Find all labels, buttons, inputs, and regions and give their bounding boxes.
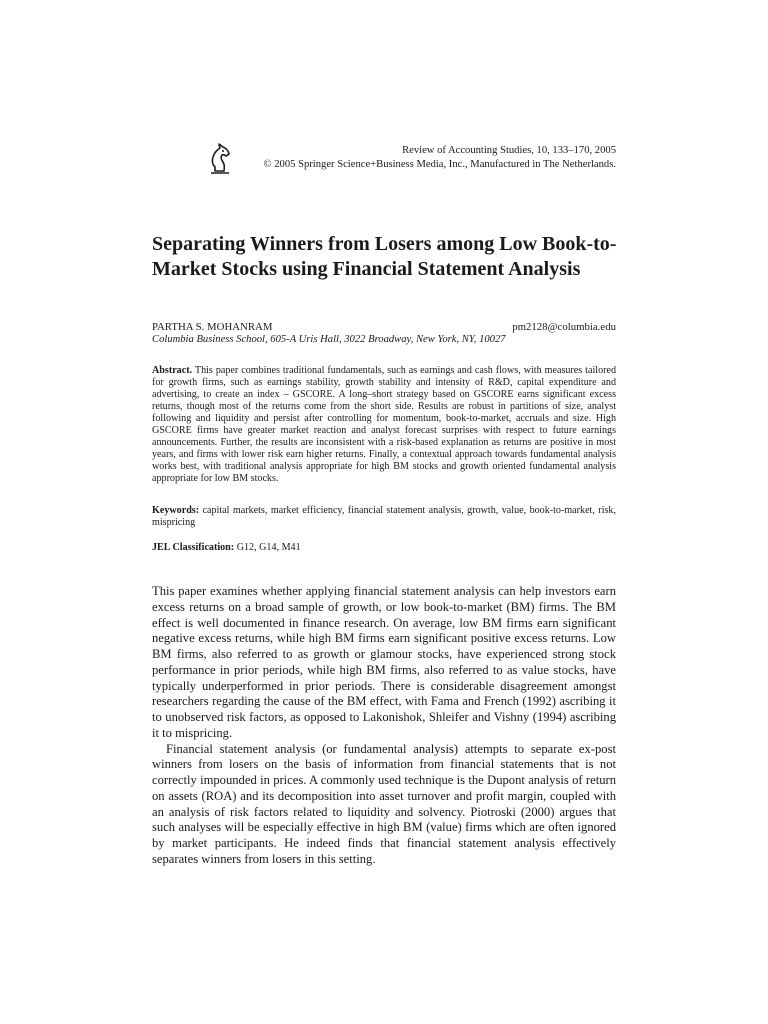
abstract — [152, 365, 616, 485]
body-text — [152, 584, 616, 868]
abstract-text: This paper combines traditional fundamentals, such as earnings and cash flows, with measures tailored for growth firms, such as earnings stability, growth stability and intensity of R&D, capital expenditure and advertising, to create an index – GSCORE. A long–short strategy based on GSCORE earns significant excess returns, though most of the returns come from the short side. Results are robust in partitions of size, analyst following and liquidity and persist after controlling for momentum, book-to-market, accruals and size. High GSCORE firms have greater market reaction and analyst forecast surprises with respect to future earnings announcements. Further, the results are inconsistent with a risk-based explanation as returns are positive in most years, and firms with lower risk earn higher returns. Finally, a contextual approach towards fundamental analysis works best, with traditional analysis appropriate for high BM stocks and growth oriented fundamental analysis appropriate for low BM stocks. — [152, 365, 616, 484]
author-affiliation: Columbia Business School, 605-A Uris Hall, 3022 Broadway, New York, NY, 10027 — [152, 334, 506, 345]
journal-citation: Review of Accounting Studies, 10, 133–170, 2005 — [402, 145, 616, 156]
body-paragraph-2: Financial statement analysis (or fundamental analysis) attempts to separate ex-post winners from losers on the basis of information from financial statements that is not correctly impounded in prices. A commonly used technique is the Dupont analysis of return on assets (ROA) and its decomposition into asset turnover and profit margin, coupled with an analysis of risk factors related to liquidity and solvency. Piotroski (2000) argues that such analyses will be especially effective in high BM (value) firms which are often ignored by market participants. He indeed finds that financial statement analysis effectively separates winners from losers in this setting. — [152, 741, 616, 866]
author-row — [152, 320, 616, 334]
author-name: PARTHA S. MOHANRAM — [152, 321, 273, 333]
journal-header — [242, 144, 616, 172]
keywords-text: capital markets, market efficiency, financial statement analysis, growth, value, book-to-market, risk, mispricing — [152, 505, 616, 528]
article-title: Separating Winners from Losers among Low Book-to-Market Stocks using Financial Statement Analysis — [152, 233, 617, 280]
keywords-label: Keywords: — [152, 505, 200, 516]
author-email: pm2128@columbia.edu — [512, 321, 616, 333]
copyright-notice: © 2005 Springer Science+Business Media, Inc., Manufactured in The Netherlands. — [263, 159, 616, 170]
body-paragraph-1: This paper examines whether applying financial statement analysis can help investors earn excess returns on a broad sample of growth, or low book-to-market (BM) firms. The BM effect is well documented in finance research. On average, low BM firms earn significant negative excess returns, while high BM firms earn significant positive excess returns. Low BM firms, also referred to as growth or glamour stocks, have experienced strong stock performance in prior periods, while high BM firms, also referred to as value stocks, have typically underperformed in prior periods. There is considerable disagreement amongst researchers regarding the cause of the BM effect, with Fama and French (1992) ascribing it to unobserved risk factors, as opposed to Lakonishok, Shleifer and Vishny (1994) ascribing it to mispricing. — [152, 584, 616, 740]
keywords — [152, 505, 616, 529]
jel-codes: G12, G14, M41 — [236, 542, 301, 553]
jel-classification — [152, 542, 616, 554]
springer-knight-logo-icon — [207, 141, 233, 175]
jel-label: JEL Classification: — [152, 542, 235, 553]
abstract-label: Abstract. — [152, 365, 193, 376]
